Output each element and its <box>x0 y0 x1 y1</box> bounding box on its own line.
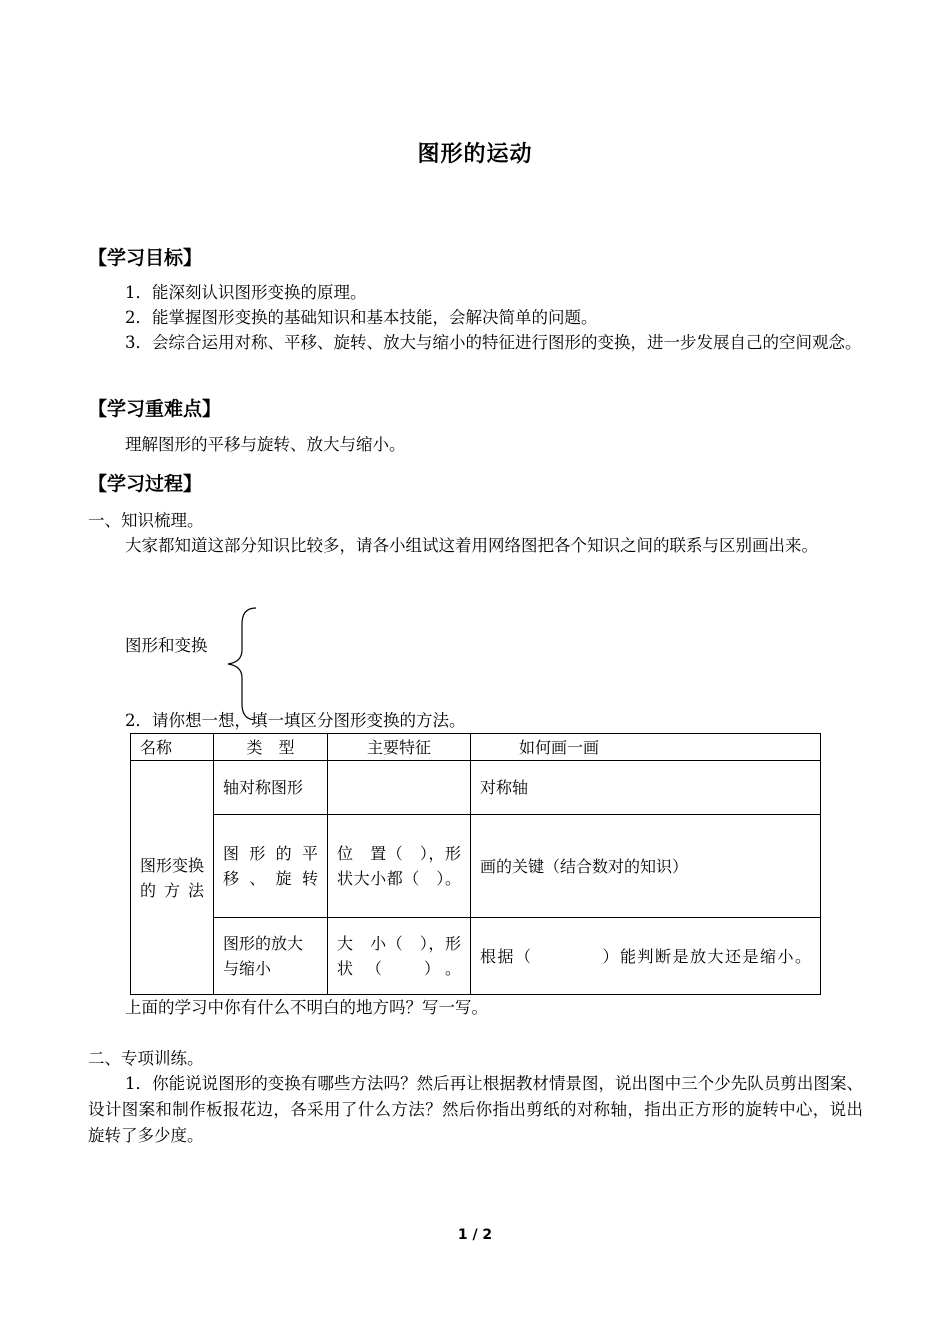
cell-draw: 对称轴 <box>471 761 821 815</box>
goal-item: 2．能掌握图形变换的基础知识和基本技能，会解决简单的问题。 <box>125 308 598 327</box>
cell-feature: 位 置（ ），形状大小都（ ）。 <box>328 815 471 918</box>
header-name: 名称 <box>131 734 214 761</box>
after-table-text: 上面的学习中你有什么不明白的地方吗？写一写。 <box>125 998 488 1017</box>
cell-feature <box>328 761 471 815</box>
cell-type: 轴对称图形 <box>214 761 328 815</box>
diagram-label: 图形和变换 <box>125 636 208 655</box>
page-number: 1 / 2 <box>457 1227 493 1243</box>
key-points-text: 理解图形的平移与旋转、放大与缩小。 <box>125 435 406 454</box>
cell-type: 图形的平移、旋转 <box>214 815 328 918</box>
transform-methods-table <box>130 733 821 995</box>
process-heading: 【学习过程】 <box>88 473 203 495</box>
goal-item: 1．能深刻认识图形变换的原理。 <box>125 283 367 302</box>
goal-item: 3．会综合运用对称、平移、旋转、放大与缩小的特征进行图形的变换，进一步发展自己的空间观念。 <box>125 333 862 352</box>
page-title: 图形的运动 <box>417 142 533 167</box>
question-2-text: 2．请你想一想，填一填区分图形变换的方法。 <box>125 711 466 730</box>
curly-brace-icon <box>222 600 262 720</box>
part1-title: 一、知识梳理。 <box>88 511 204 530</box>
cell-type: 图形的放大与缩小 <box>214 918 328 995</box>
part2-text: 1．你能说说图形的变换有哪些方法吗？然后再让根据教材情景图，说出图中三个少先队员剪出图案、设计图案和制作板报花边，各采用了什么方法？然后你指出剪纸的对称轴，指出正方形的旋转中心，说出旋转了多少度。 <box>88 1074 863 1145</box>
cell-draw: 根据（ ）能判断是放大还是缩小。 <box>471 918 821 995</box>
part2-title: 二、专项训练。 <box>88 1049 204 1068</box>
goals-heading: 【学习目标】 <box>88 247 203 269</box>
cell-draw: 画的关键（结合数对的知识） <box>471 815 821 918</box>
cell-feature: 大 小（ ），形状（ ）。 <box>328 918 471 995</box>
key-points-heading: 【学习重难点】 <box>88 398 222 420</box>
header-draw: 如何画一画 <box>471 734 821 761</box>
part1-text: 大家都知道这部分知识比较多，请各小组试这着用网络图把各个知识之间的联系与区别画出来。 <box>125 536 818 555</box>
header-type: 类 型 <box>214 734 328 761</box>
group-label: 图形变换的方法 <box>131 761 214 995</box>
header-feature: 主要特征 <box>328 734 471 761</box>
